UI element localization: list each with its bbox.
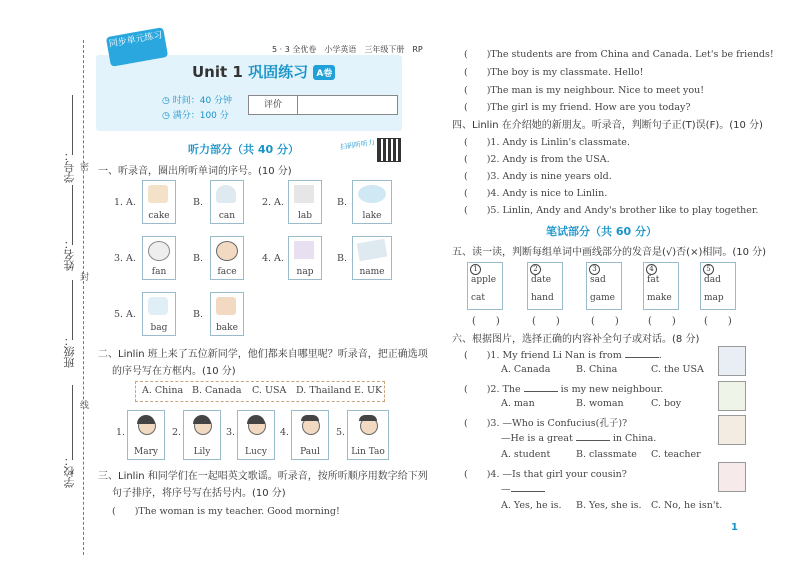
china-scene-icon [718, 346, 746, 376]
q1-option-label[interactable]: B. [193, 197, 204, 208]
card-word: bake [216, 323, 238, 333]
answer-paren[interactable]: ( ) [704, 316, 732, 327]
q2-instruction-line2: 的序号写在方框内。(10 分) [112, 366, 236, 377]
group-word: date [531, 275, 552, 285]
card-word: name [359, 267, 385, 277]
face-icon [216, 241, 238, 261]
q3-sentence[interactable]: ( )The woman is my teacher. Good morning! [112, 506, 340, 517]
word-card-nap [288, 236, 322, 280]
q6-option: C. boy [651, 398, 682, 409]
name-field[interactable] [72, 185, 73, 245]
q6-option: A. Yes, he is. [501, 500, 562, 511]
card-word: cake [148, 211, 170, 221]
word-card-lab [288, 180, 322, 224]
stem-text: . [658, 350, 662, 361]
time-limit: ◷ 时间：40 分钟 [162, 96, 233, 106]
q1-option-label[interactable]: B. [337, 197, 348, 208]
q6-instruction: 六、根据图片，选择正确的内容补全句子或对话。(8 分) [452, 334, 700, 345]
card-word: bag [150, 323, 168, 333]
word-card-name [352, 236, 392, 280]
card-word: lab [297, 211, 312, 221]
kid-number: 4. [280, 427, 290, 438]
kid-number: 5. [336, 427, 346, 438]
bag-icon [148, 297, 168, 315]
stem-text: is my new neighbour. [560, 384, 664, 395]
fan-icon [148, 241, 170, 261]
group-word: cat [471, 293, 486, 303]
man-icon [718, 381, 746, 411]
word-card-lake [352, 180, 392, 224]
group-word: apple [471, 275, 497, 285]
full-score: ◷ 满分：100 分 [162, 111, 229, 121]
can-icon [216, 185, 236, 203]
q6-stem[interactable]: ( )4. —Is that girl your cousin? [464, 469, 627, 480]
q1-option-label[interactable]: B. [193, 309, 204, 320]
full-score-text: 满分：100 分 [172, 111, 229, 121]
hair-icon [301, 415, 319, 421]
stem-text: ( )2. The [464, 384, 521, 395]
word-group-3 [586, 262, 622, 310]
score-box[interactable] [248, 95, 398, 115]
country-option: E. UK [354, 385, 383, 396]
confucius-icon [718, 415, 746, 445]
writing-heading: 笔试部分（共 60 分） [546, 225, 657, 238]
series-line: 5 · 3 全优卷 小学英语 三年级下册 RP [272, 45, 423, 54]
title-tag: A卷 [313, 65, 335, 80]
group-word: game [590, 293, 615, 303]
hair-icon [193, 415, 211, 424]
card-word: lake [362, 211, 382, 221]
group-number: 2 [530, 264, 541, 275]
q3-instruction-line2: 句子排序，将序号写在括号内。(10 分) [112, 488, 286, 499]
school-label: 学校： [63, 455, 76, 488]
unit-badge: 同步单元练习 [106, 27, 168, 67]
qr-label: 扫码听听力 [339, 138, 376, 152]
score-label: 评价 [249, 96, 298, 114]
q1-option-label[interactable]: A. [126, 253, 136, 264]
q1-item-number: 5. [114, 309, 124, 320]
time-text: 时间：40 分钟 [172, 96, 233, 106]
q1-option-label[interactable]: A. [274, 197, 284, 208]
q1-instruction: 一、听录音，圈出所听单词的序号。(10 分) [98, 166, 292, 177]
card-word: fan [151, 267, 167, 277]
country-options-box [135, 381, 385, 402]
group-number: 4 [646, 264, 657, 275]
q5-instruction: 五、读一读，判断每组单词中画线部分的发音是(√)否(×)相同。(10 分) [452, 247, 767, 258]
q6-option: B. China [576, 364, 618, 375]
group-word: fat [647, 275, 660, 285]
school-field[interactable] [72, 385, 73, 460]
word-group-1 [467, 262, 503, 310]
answer-paren[interactable]: ( ) [472, 316, 500, 327]
title-unit: Unit 1 [192, 63, 243, 81]
country-option: A. China [142, 385, 184, 396]
binding-line [83, 40, 84, 555]
word-card-cake [142, 180, 176, 224]
q3-sentence[interactable]: ( )The students are from China and Canada. Let's be friends! [464, 49, 774, 60]
word-card-can [210, 180, 244, 224]
word-card-bag [142, 292, 176, 336]
word-card-face [210, 236, 244, 280]
lake-icon [358, 185, 386, 203]
q6-option: B. classmate [576, 449, 637, 460]
word-group-5 [700, 262, 736, 310]
q6-option: C. No, he isn't. [651, 500, 723, 511]
q4-instruction: 四、Linlin 在介绍她的新朋友。听录音，判断句子正(T)误(F)。(10 分) [452, 120, 763, 131]
q6-stem-line2 [501, 483, 545, 495]
group-word: map [704, 293, 724, 303]
stem-text: —He is a great [501, 433, 573, 444]
q1-option-label[interactable]: B. [337, 253, 348, 264]
binding-mark-seal: 密 [80, 163, 90, 173]
unit-header [96, 55, 402, 131]
class-label: 班级： [63, 335, 76, 368]
q6-stem-line2 [501, 432, 656, 444]
hair-icon [247, 415, 265, 424]
answer-blank[interactable] [524, 383, 558, 392]
card-word: can [218, 211, 236, 221]
answer-paren[interactable]: ( ) [591, 316, 619, 327]
answer-paren[interactable]: ( ) [648, 316, 676, 327]
answer-paren[interactable]: ( ) [532, 316, 560, 327]
q4-sentence[interactable]: ( )1. Andy is Linlin's classmate. [464, 137, 630, 148]
q4-sentence[interactable]: ( )2. Andy is from the USA. [464, 154, 610, 165]
q6-option: A. student [501, 449, 551, 460]
name-label: 姓名： [63, 238, 76, 271]
q3-instruction-line1: 三、Linlin 和同学们在一起唱英文歌谣。听录音，按所听顺序用数字给下列 [98, 471, 428, 482]
answer-blank[interactable] [576, 432, 610, 441]
nap-icon [294, 241, 314, 259]
answer-blank[interactable] [625, 349, 659, 358]
q6-stem[interactable] [464, 347, 662, 361]
q6-option: C. teacher [651, 449, 701, 460]
stem-text: ( )1. My friend Li Nan is from [464, 350, 622, 361]
q4-sentence[interactable]: ( )3. Andy is nine years old. [464, 171, 612, 182]
q6-option: B. woman [576, 398, 624, 409]
q4-sentence[interactable]: ( )4. Andy is nice to Linlin. [464, 188, 608, 199]
group-word: make [647, 293, 672, 303]
word-group-2 [527, 262, 563, 310]
lab-icon [294, 185, 314, 203]
q6-option: A. Canada [501, 364, 551, 375]
hair-icon [137, 415, 155, 424]
kid-name: Lin Tao [351, 447, 385, 457]
kid-name: Lucy [245, 447, 267, 457]
class-field[interactable] [72, 280, 73, 340]
kid-card-paul[interactable] [291, 410, 329, 460]
card-word: face [217, 267, 237, 277]
kid-name: Lily [193, 447, 211, 457]
kid-name: Mary [134, 447, 158, 457]
group-word: hand [531, 293, 554, 303]
group-word: sad [590, 275, 606, 285]
country-option: C. USA [252, 385, 287, 396]
q3-sentence[interactable]: ( )The girl is my friend. How are you today? [464, 102, 691, 113]
country-option: D. Thailand [296, 385, 352, 396]
group-number: 5 [703, 264, 714, 275]
q1-item-number: 3. [114, 253, 124, 264]
q3-sentence[interactable]: ( )The man is my neighbour. Nice to meet you! [464, 85, 705, 96]
title-cn: 巩固练习 [248, 63, 309, 81]
kid-card-mary[interactable] [127, 410, 165, 460]
country-option: B. Canada [192, 385, 242, 396]
kid-number: 1. [116, 427, 126, 438]
kid-number: 2. [172, 427, 182, 438]
q4-sentence[interactable]: ( )5. Linlin, Andy and Andy's brother like to play together. [464, 205, 759, 216]
girl-icon [718, 462, 746, 492]
student-number-label: 学号： [63, 150, 76, 183]
q1-option-label[interactable]: B. [193, 253, 204, 264]
q6-stem[interactable] [464, 381, 663, 395]
q2-instruction-line1: 二、Linlin 班上来了五位新同学，他们都来自哪里呢？听录音，把正确选项 [98, 349, 428, 360]
card-word: nap [296, 267, 314, 277]
q6-stem[interactable]: ( )3. —Who is Confucius(孔子)? [464, 418, 628, 429]
page-title [192, 61, 335, 82]
q1-item-number: 4. [262, 253, 272, 264]
q1-item-number: 2. [262, 197, 272, 208]
binding-mark-close: 封 [80, 273, 90, 283]
binding-mark-line: 线 [80, 401, 90, 411]
name-tag-icon [357, 239, 388, 262]
q1-option-label[interactable]: A. [126, 309, 136, 320]
page-number: 1 [731, 522, 738, 533]
stem-text: in China. [612, 433, 657, 444]
q6-option: B. Yes, she is. [576, 500, 642, 511]
kid-card-lin-tao[interactable] [347, 410, 389, 460]
kid-card-lily[interactable] [183, 410, 221, 460]
group-number: 3 [589, 264, 600, 275]
kid-number: 3. [226, 427, 236, 438]
cake-icon [148, 185, 168, 203]
q1-item-number: 1. [114, 197, 124, 208]
qr-code[interactable] [377, 138, 401, 162]
q3-sentence[interactable]: ( )The boy is my classmate. Hello! [464, 67, 644, 78]
listening-heading: 听力部分（共 40 分） [188, 143, 299, 156]
kid-card-lucy[interactable] [237, 410, 275, 460]
q1-option-label[interactable]: A. [126, 197, 136, 208]
group-number: 1 [470, 264, 481, 275]
student-number-field[interactable] [72, 95, 73, 155]
q6-option: A. man [501, 398, 535, 409]
word-card-fan [142, 236, 176, 280]
word-card-bake [210, 292, 244, 336]
stem-text: — [501, 484, 511, 495]
bake-icon [216, 297, 236, 315]
kid-name: Paul [300, 447, 320, 457]
hair-icon [359, 415, 377, 421]
group-word: dad [704, 275, 721, 285]
q6-option: C. the USA [651, 364, 704, 375]
word-group-4 [643, 262, 679, 310]
q1-option-label[interactable]: A. [274, 253, 284, 264]
answer-blank[interactable] [511, 483, 545, 492]
